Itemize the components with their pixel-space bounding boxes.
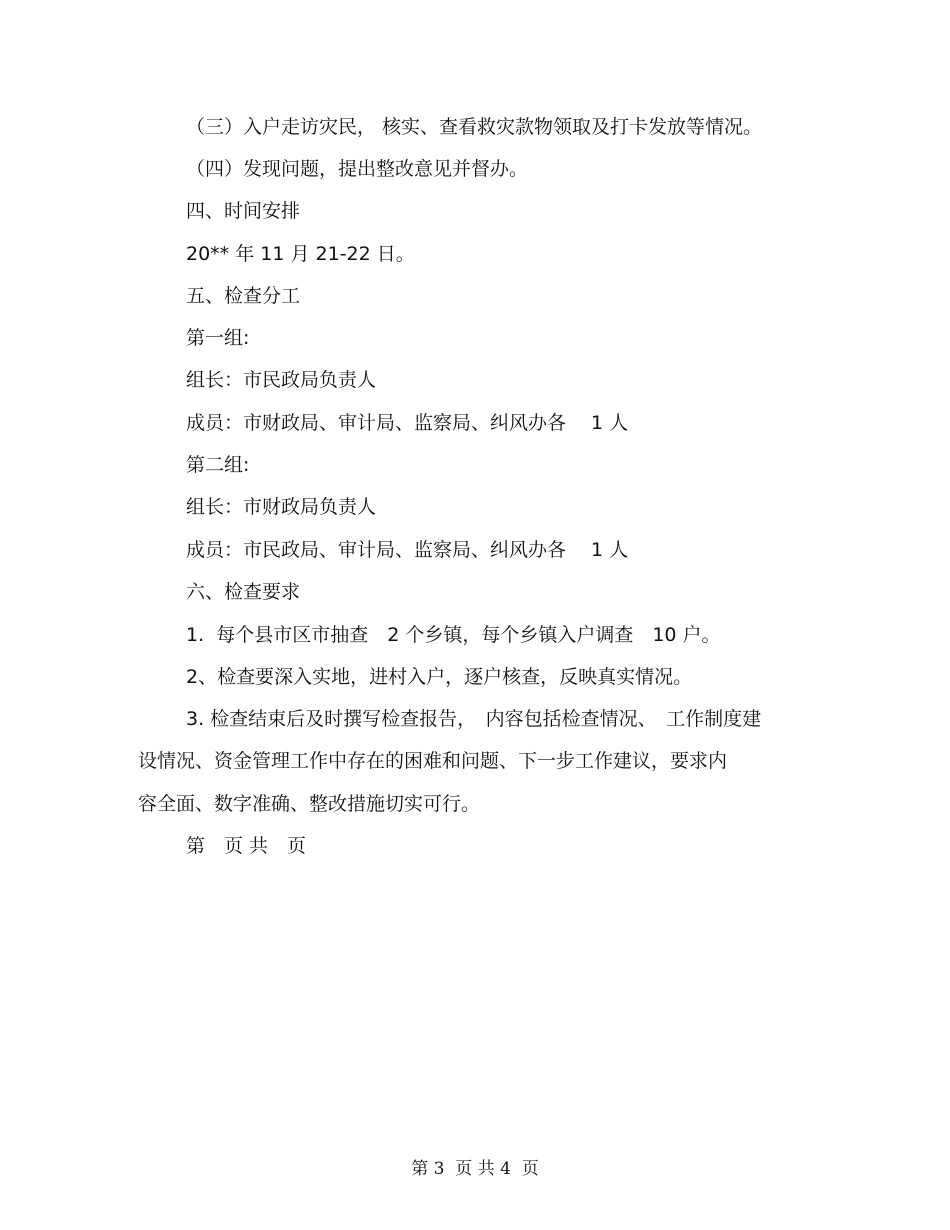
inspection-content-item-4: （四）发现问题，提出整改意见并督办。 [186, 158, 529, 180]
section-heading-schedule: 四、时间安排 [186, 200, 301, 222]
requirement-2: 2、检查要深入实地，进村入户，逐户核查，反映真实情况。 [186, 666, 693, 688]
section-heading-assignment: 五、检查分工 [186, 285, 301, 307]
group-1-leader: 组长：市民政局负责人 [186, 369, 377, 391]
group-1-title: 第一组: [186, 327, 250, 349]
section-heading-requirements: 六、检查要求 [186, 581, 301, 603]
schedule-date: 20** 年 11 月 21-22 日。 [186, 243, 415, 265]
requirement-3-line-1: 3. 检查结束后及时撰写检查报告， 内容包括检查情况、 工作制度建 [186, 708, 762, 730]
group-2-members: 成员：市民政局、审计局、监察局、纠风办各 1 人 [186, 539, 629, 561]
requirement-1: 1. 每个县市区市抽查 2 个乡镇，每个乡镇入户调查 10 户。 [186, 624, 721, 646]
page-footer: 第 3 页 共 4 页 [411, 1159, 539, 1179]
group-1-members: 成员：市财政局、审计局、监察局、纠风办各 1 人 [186, 412, 629, 434]
group-2-title: 第二组: [186, 454, 250, 476]
inspection-content-item-3: （三）入户走访灾民， 核实、查看救灾款物领取及打卡发放等情况。 [186, 116, 763, 138]
requirement-3-line-2: 设情况、资金管理工作中存在的困难和问题、下一步工作建议，要求内 [138, 750, 728, 772]
requirement-3-line-3: 容全面、数字准确、整改措施切实可行。 [138, 793, 481, 815]
inline-page-placeholder: 第 页 共 页 [186, 835, 307, 857]
group-2-leader: 组长：市财政局负责人 [186, 496, 377, 518]
